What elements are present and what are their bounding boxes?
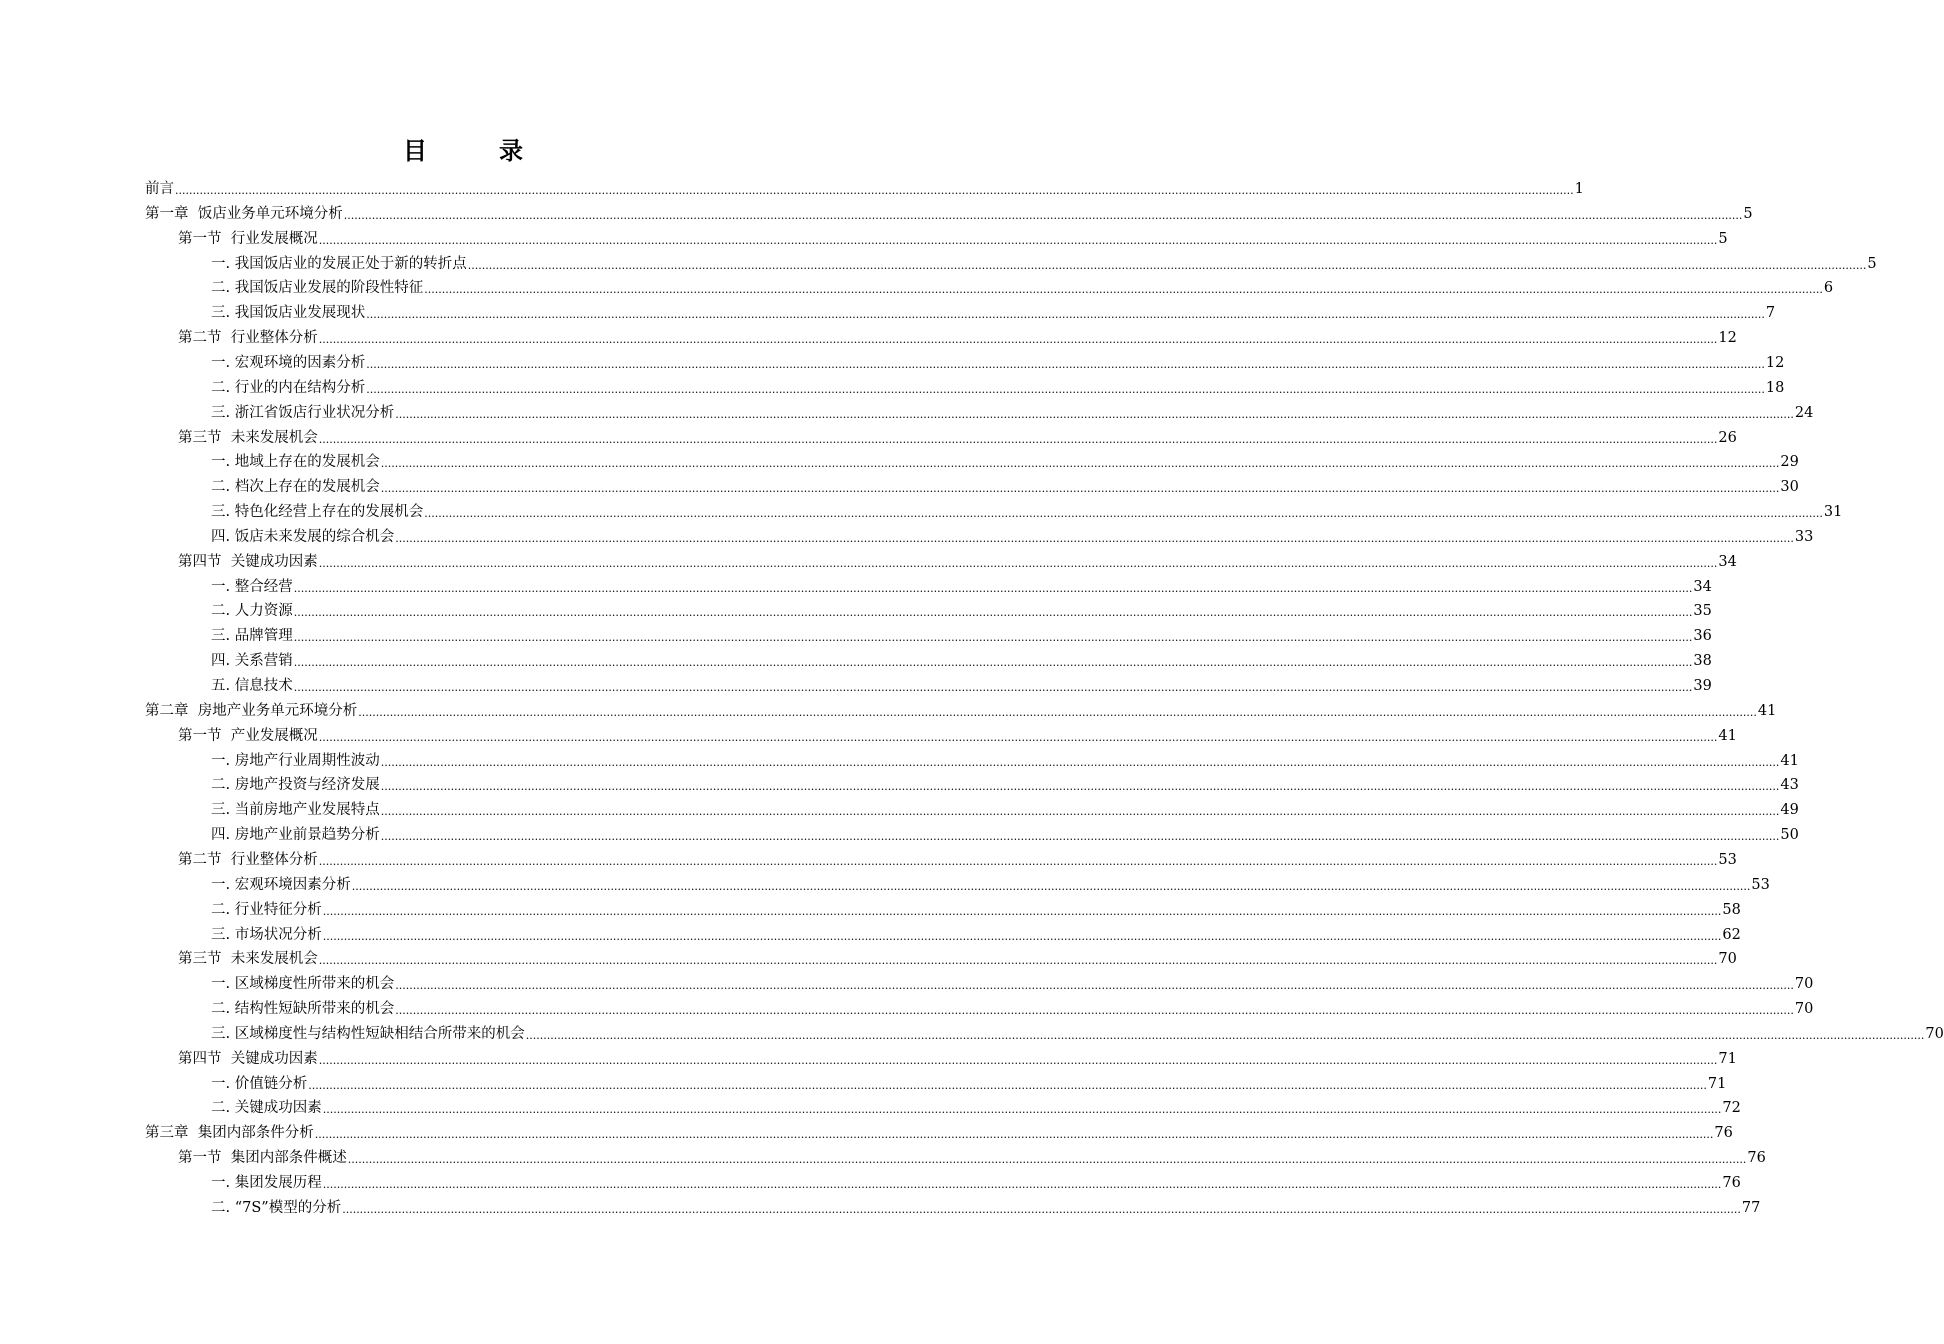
toc-entry-label: 第一节 行业发展概况 [178, 230, 318, 247]
toc-entry[interactable] [211, 374, 1785, 398]
toc-entry-page-number: 70 [1794, 1001, 1814, 1018]
toc-entry-label: 一. 我国饭店业的发展正处于新的转折点 [211, 255, 467, 272]
toc-entry[interactable] [211, 473, 1799, 497]
toc-entry-page-number: 5 [1718, 230, 1728, 247]
toc-entry[interactable] [211, 250, 1877, 274]
dot-leader: ................................................................................................................................................................................................................................................................................................................................................................................................................ [424, 283, 1823, 297]
dot-leader: ................................................................................................................................................................................................................................................................................................................................................................................................................ [395, 407, 1794, 421]
toc-entry-page-number: 41 [1718, 727, 1737, 744]
toc-entry-label: 二. “7S”模型的分析 [211, 1199, 342, 1216]
toc-entry-label: 三. 浙江省饭店行业状况分析 [211, 404, 395, 421]
dot-leader: ................................................................................................................................................................................................................................................................................................................................................................................................................ [318, 233, 1718, 247]
toc-entry-label: 一. 地域上存在的发展机会 [211, 454, 380, 471]
toc-entry[interactable] [178, 225, 1728, 249]
dot-leader: ................................................................................................................................................................................................................................................................................................................................................................................................................ [175, 184, 1574, 197]
dot-leader: ................................................................................................................................................................................................................................................................................................................................................................................................................ [318, 954, 1718, 968]
toc-entry-page-number: 71 [1718, 1050, 1737, 1067]
dot-leader: ................................................................................................................................................................................................................................................................................................................................................................................................................ [322, 904, 1722, 918]
toc-entry-label: 二. 档次上存在的发展机会 [211, 479, 380, 496]
toc-entry-page-number: 7 [1765, 305, 1776, 322]
toc-entry-page-number: 34 [1718, 553, 1737, 570]
toc-entry-label: 一. 整合经营 [211, 578, 293, 595]
toc-entry[interactable] [211, 747, 1799, 771]
toc-entry-page-number: 39 [1693, 678, 1712, 694]
dot-leader: ................................................................................................................................................................................................................................................................................................................................................................................................................ [293, 606, 1693, 620]
toc-entry-page-number: 33 [1794, 528, 1814, 545]
toc-entry-label: 第二章 房地产业务单元环境分析 [145, 702, 358, 719]
toc-entry-label: 前言 [145, 181, 174, 197]
toc-entry-label: 四. 房地产业前景趋势分析 [211, 827, 380, 844]
toc-entry-label: 三. 市场状况分析 [211, 926, 322, 943]
toc-entry[interactable] [178, 722, 1737, 746]
toc-entry-label: 第二节 行业整体分析 [178, 851, 318, 868]
toc-entry[interactable] [178, 846, 1737, 870]
toc-entry-page-number: 5 [1867, 255, 1877, 272]
dot-leader: ................................................................................................................................................................................................................................................................................................................................................................................................................ [318, 1053, 1718, 1067]
toc-entry-label: 第二节 行业整体分析 [178, 330, 318, 347]
toc-entry-label: 第三节 未来发展机会 [178, 429, 318, 446]
toc-entry-label: 第三节 未来发展机会 [178, 951, 318, 968]
toc-entry[interactable] [211, 573, 1712, 597]
dot-leader: ................................................................................................................................................................................................................................................................................................................................................................................................................ [351, 879, 1751, 893]
toc-entry-label: 二. 我国饭店业发展的阶段性特征 [211, 280, 424, 297]
dot-leader: ................................................................................................................................................................................................................................................................................................................................................................................................................ [366, 382, 1765, 396]
toc-entry-page-number: 34 [1693, 578, 1712, 595]
toc-entry-page-number: 18 [1765, 379, 1785, 396]
toc-entry-label: 第四节 关键成功因素 [178, 1050, 318, 1067]
toc-entry-page-number: 53 [1751, 876, 1770, 893]
toc-entry-page-number: 38 [1693, 653, 1712, 670]
toc-entry[interactable] [211, 771, 1799, 795]
toc-entry-label: 四. 饭店未来发展的综合机会 [211, 528, 395, 545]
toc-entry[interactable] [211, 896, 1741, 920]
toc-entry-page-number: 71 [1707, 1075, 1727, 1092]
toc-entry[interactable] [211, 1020, 1944, 1044]
dot-leader: ................................................................................................................................................................................................................................................................................................................................................................................................................ [380, 830, 1780, 844]
toc-entry-label: 二. 房地产投资与经济发展 [211, 777, 380, 794]
toc-entry[interactable] [211, 1070, 1727, 1094]
toc-entry[interactable] [211, 498, 1843, 522]
dot-leader: ................................................................................................................................................................................................................................................................................................................................................................................................................ [424, 507, 1823, 521]
toc-entry-label: 三. 特色化经营上存在的发展机会 [211, 504, 424, 521]
toc-entry-page-number: 76 [1714, 1125, 1733, 1142]
dot-leader: ................................................................................................................................................................................................................................................................................................................................................................................................................ [314, 1128, 1714, 1142]
toc-entry-label: 一. 区域梯度性所带来的机会 [211, 976, 395, 993]
toc-entry[interactable] [211, 597, 1712, 621]
toc-entry-label: 二. 行业特征分析 [211, 901, 322, 918]
toc-entry[interactable] [211, 622, 1712, 646]
dot-leader: ................................................................................................................................................................................................................................................................................................................................................................................................................ [395, 979, 1794, 993]
dot-leader: ................................................................................................................................................................................................................................................................................................................................................................................................................ [318, 432, 1718, 446]
toc-entry-label: 一. 宏观环境的因素分析 [211, 354, 366, 371]
dot-leader: ................................................................................................................................................................................................................................................................................................................................................................................................................ [342, 1202, 1741, 1216]
toc-entry-page-number: 1 [1574, 181, 1584, 197]
dot-leader: ................................................................................................................................................................................................................................................................................................................................................................................................................ [347, 1153, 1747, 1167]
toc-entry-page-number: 50 [1780, 827, 1799, 844]
toc-entry[interactable] [211, 274, 1834, 298]
toc-entry-page-number: 12 [1765, 354, 1785, 371]
toc-entry-page-number: 49 [1780, 802, 1799, 819]
toc-entry-label: 一. 集团发展历程 [211, 1175, 322, 1191]
toc-entry[interactable] [145, 175, 1584, 199]
toc-entry-label: 三. 我国饭店业发展现状 [211, 305, 366, 322]
dot-leader: ................................................................................................................................................................................................................................................................................................................................................................................................................ [366, 308, 1765, 322]
toc-entry-page-number: 24 [1794, 404, 1814, 421]
toc-entry[interactable] [211, 672, 1712, 696]
toc-entry-page-number: 41 [1757, 702, 1777, 719]
dot-leader: ................................................................................................................................................................................................................................................................................................................................................................................................................ [318, 730, 1718, 744]
toc-entry-page-number: 70 [1794, 976, 1814, 993]
toc-title: 目 录 [403, 137, 547, 165]
toc-entry-page-number: 26 [1718, 429, 1737, 446]
toc-entry-page-number: 36 [1693, 628, 1712, 645]
toc-entry-page-number: 5 [1743, 205, 1753, 222]
dot-leader: ................................................................................................................................................................................................................................................................................................................................................................................................................ [395, 531, 1794, 545]
dot-leader: ................................................................................................................................................................................................................................................................................................................................................................................................................ [322, 929, 1722, 943]
toc-entry[interactable] [211, 871, 1770, 895]
toc-entry-page-number: 29 [1780, 454, 1799, 471]
toc-entry[interactable] [211, 647, 1712, 671]
toc-entry-page-number: 6 [1823, 280, 1834, 297]
toc-entry-label: 五. 信息技术 [211, 678, 293, 694]
toc-entry-page-number: 53 [1718, 851, 1737, 868]
toc-entry-label: 第一节 产业发展概况 [178, 727, 318, 744]
toc-entry[interactable] [211, 299, 1776, 323]
toc-entry-label: 第一章 饭店业务单元环境分析 [145, 205, 343, 222]
dot-leader: ................................................................................................................................................................................................................................................................................................................................................................................................................ [525, 1028, 1925, 1042]
dot-leader: ................................................................................................................................................................................................................................................................................................................................................................................................................ [322, 1178, 1722, 1191]
dot-leader: ................................................................................................................................................................................................................................................................................................................................................................................................................ [366, 357, 1765, 371]
toc-entry[interactable] [211, 523, 1814, 547]
dot-leader: ................................................................................................................................................................................................................................................................................................................................................................................................................ [380, 780, 1780, 794]
dot-leader: ................................................................................................................................................................................................................................................................................................................................................................................................................ [395, 1004, 1794, 1018]
toc-entry-page-number: 70 [1925, 1025, 1944, 1042]
dot-leader: ................................................................................................................................................................................................................................................................................................................................................................................................................ [380, 482, 1780, 496]
dot-leader: ................................................................................................................................................................................................................................................................................................................................................................................................................ [293, 681, 1693, 694]
toc-entry-page-number: 76 [1722, 1175, 1741, 1191]
toc-entry-label: 第四节 关键成功因素 [178, 553, 318, 570]
toc-entry-page-number: 31 [1823, 504, 1843, 521]
toc-entry[interactable] [211, 1094, 1741, 1118]
toc-entry-page-number: 43 [1780, 777, 1799, 794]
toc-entry[interactable] [178, 1045, 1737, 1069]
dot-leader: ................................................................................................................................................................................................................................................................................................................................................................................................................ [380, 755, 1780, 769]
toc-entry-label: 一. 宏观环境因素分析 [211, 876, 351, 893]
toc-entry-label: 四. 关系营销 [211, 653, 293, 670]
toc-entry-page-number: 12 [1718, 330, 1737, 347]
dot-leader: ................................................................................................................................................................................................................................................................................................................................................................................................................ [380, 457, 1780, 471]
toc-entry-label: 一. 价值链分析 [211, 1075, 308, 1092]
toc-entry-page-number: 77 [1741, 1199, 1761, 1216]
toc-entry[interactable] [211, 349, 1785, 373]
dot-leader: ................................................................................................................................................................................................................................................................................................................................................................................................................ [318, 854, 1718, 868]
toc-entry-page-number: 58 [1722, 901, 1741, 918]
dot-leader: ................................................................................................................................................................................................................................................................................................................................................................................................................ [318, 556, 1718, 570]
toc-entry-page-number: 41 [1780, 752, 1799, 769]
dot-leader: ................................................................................................................................................................................................................................................................................................................................................................................................................ [343, 208, 1743, 222]
toc-entry[interactable] [145, 200, 1753, 224]
toc-entry-label: 三. 区域梯度性与结构性短缺相结合所带来的机会 [211, 1025, 525, 1042]
toc-entry[interactable] [211, 921, 1741, 945]
toc-entry-label: 三. 当前房地产业发展特点 [211, 802, 380, 819]
dot-leader: ................................................................................................................................................................................................................................................................................................................................................................................................................ [308, 1078, 1707, 1092]
toc-entry[interactable] [211, 1169, 1741, 1193]
toc-entry-label: 二. 关键成功因素 [211, 1100, 322, 1117]
toc-entry[interactable] [211, 995, 1814, 1019]
toc-entry[interactable] [211, 821, 1799, 845]
dot-leader: ................................................................................................................................................................................................................................................................................................................................................................................................................ [293, 581, 1693, 595]
toc-entry-label: 一. 房地产行业周期性波动 [211, 752, 380, 769]
dot-leader: ................................................................................................................................................................................................................................................................................................................................................................................................................ [322, 1103, 1722, 1117]
dot-leader: ................................................................................................................................................................................................................................................................................................................................................................................................................ [358, 705, 1757, 719]
toc-entry-label: 二. 结构性短缺所带来的机会 [211, 1001, 395, 1018]
dot-leader: ................................................................................................................................................................................................................................................................................................................................................................................................................ [467, 258, 1867, 272]
toc-entry[interactable] [211, 399, 1814, 423]
toc-entry-page-number: 62 [1722, 926, 1741, 943]
dot-leader: ................................................................................................................................................................................................................................................................................................................................................................................................................ [380, 805, 1780, 819]
toc-entry[interactable] [178, 1144, 1766, 1168]
toc-entry-page-number: 30 [1780, 479, 1799, 496]
toc-entry-page-number: 76 [1747, 1150, 1766, 1167]
toc-entry-page-number: 35 [1693, 603, 1712, 620]
toc-entry[interactable] [145, 1119, 1733, 1143]
toc-entry-label: 二. 人力资源 [211, 603, 293, 620]
toc-entry[interactable] [178, 324, 1737, 348]
toc-entry[interactable] [178, 548, 1737, 572]
dot-leader: ................................................................................................................................................................................................................................................................................................................................................................................................................ [318, 333, 1718, 347]
toc-entry[interactable] [211, 970, 1814, 994]
toc-entry-label: 第一节 集团内部条件概述 [178, 1150, 347, 1167]
toc-entry[interactable] [145, 697, 1777, 721]
dot-leader: ................................................................................................................................................................................................................................................................................................................................................................................................................ [293, 656, 1693, 670]
toc-entry-page-number: 72 [1722, 1100, 1741, 1117]
toc-entry[interactable] [178, 424, 1737, 448]
toc-entry[interactable] [178, 945, 1737, 969]
toc-entry-label: 二. 行业的内在结构分析 [211, 379, 366, 396]
toc-entry-label: 三. 品牌管理 [211, 628, 293, 645]
toc-entry[interactable] [211, 1194, 1761, 1218]
toc-entry-page-number: 70 [1718, 951, 1737, 968]
toc-entry[interactable] [211, 796, 1799, 820]
dot-leader: ................................................................................................................................................................................................................................................................................................................................................................................................................ [293, 631, 1693, 645]
toc-entry[interactable] [211, 448, 1799, 472]
toc-entry-label: 第三章 集团内部条件分析 [145, 1125, 314, 1142]
